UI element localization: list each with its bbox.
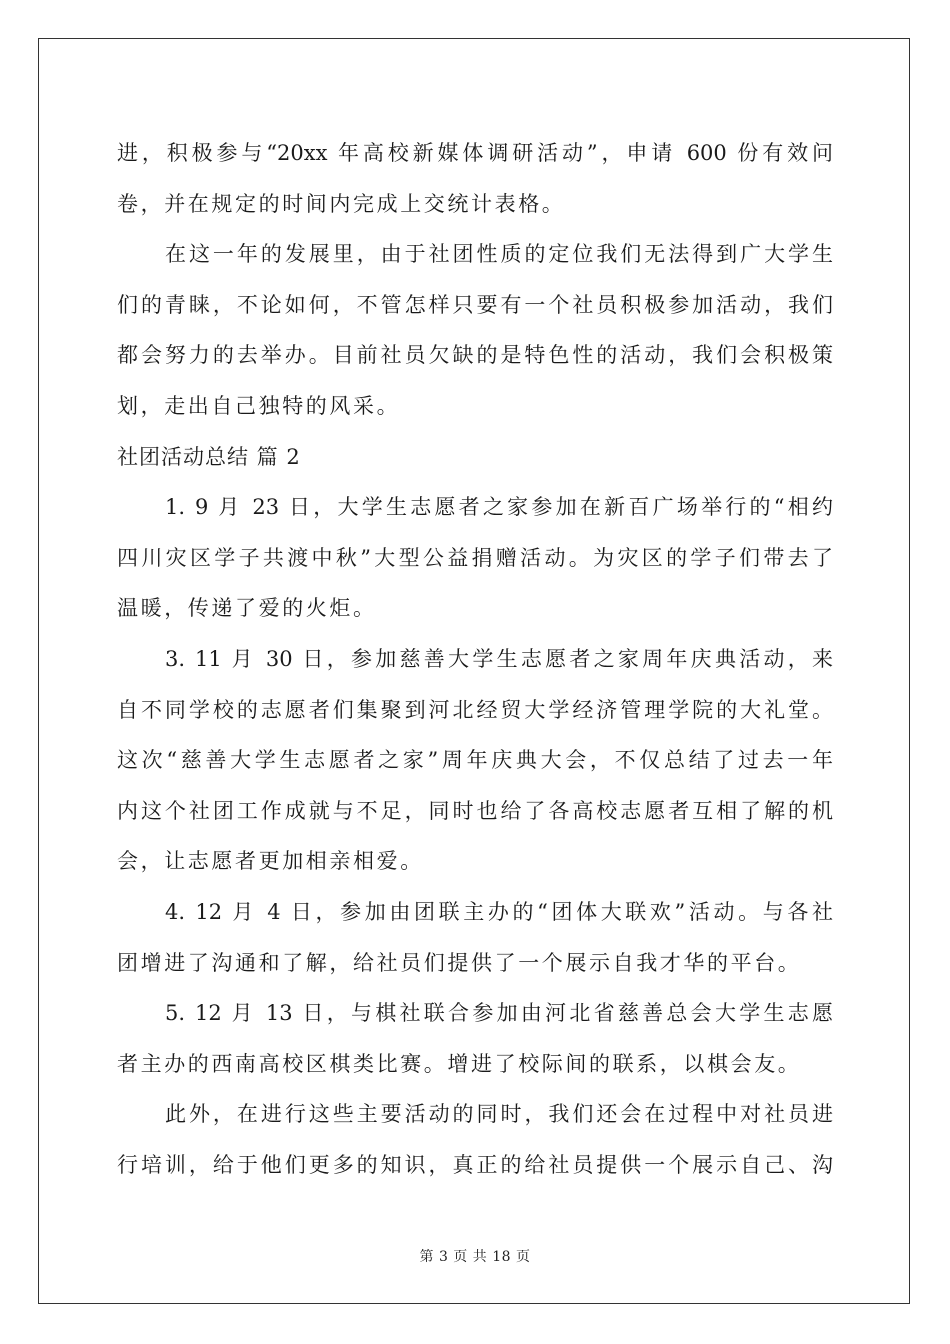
section-heading: 社团活动总结 篇 2 <box>117 444 301 469</box>
paragraph-first-line: 在这一年的发展里，由于社团性质的定位我们无法得到广大学生 <box>165 242 833 267</box>
text-line: 自不同学校的志愿者们集聚到河北经贸大学经济管理学院的大礼堂。 <box>117 697 833 722</box>
text-line: 这次“慈善大学生志愿者之家”周年庆典大会，不仅总结了过去一年 <box>117 748 833 773</box>
paragraph-first-line: 5. 12 月 13 日，与棋社联合参加由河北省慈善总会大学生志愿 <box>165 1001 833 1026</box>
text-line: 都会努力的去举办。目前社员欠缺的是特色性的活动，我们会积极策 <box>117 343 833 368</box>
text-line: 团增进了沟通和了解，给社员们提供了一个展示自我才华的平台。 <box>117 950 802 975</box>
paragraph-first-line: 此外，在进行这些主要活动的同时，我们还会在过程中对社员进 <box>165 1102 833 1127</box>
document-body <box>117 128 833 1190</box>
page-number-footer: 第 3 页 共 18 页 <box>419 1249 531 1265</box>
text-line: 卷，并在规定的时间内完成上交统计表格。 <box>117 191 566 216</box>
text-line: 进，积极参与“20xx 年高校新媒体调研活动”，申请 600 份有效问 <box>117 141 833 165</box>
text-line: 会，让志愿者更加相亲相爱。 <box>117 849 424 874</box>
text-line: 们的青睐，不论如何，不管怎样只要有一个社员积极参加活动，我们 <box>117 292 833 317</box>
paragraph-first-line: 4. 12 月 4 日，参加由团联主办的“团体大联欢”活动。与各社 <box>165 899 833 924</box>
text-line: 行培训，给于他们更多的知识，真正的给社员提供一个展示自己、沟 <box>117 1152 833 1177</box>
text-line: 划，走出自己独特的风采。 <box>117 393 401 418</box>
paragraph-first-line: 3. 11 月 30 日，参加慈善大学生志愿者之家周年庆典活动，来 <box>165 646 833 671</box>
text-line: 者主办的西南高校区棋类比赛。增进了校际间的联系，以棋会友。 <box>117 1051 802 1076</box>
text-line: 内这个社团工作成就与不足，同时也给了各高校志愿者互相了解的机 <box>117 798 833 823</box>
text-line: 温暖，传递了爱的火炬。 <box>117 596 377 621</box>
text-line: 四川灾区学子共渡中秋”大型公益捐赠活动。为灾区的学子们带去了 <box>117 545 833 570</box>
paragraph-first-line: 1. 9 月 23 日，大学生志愿者之家参加在新百广场举行的“相约 <box>165 495 833 520</box>
